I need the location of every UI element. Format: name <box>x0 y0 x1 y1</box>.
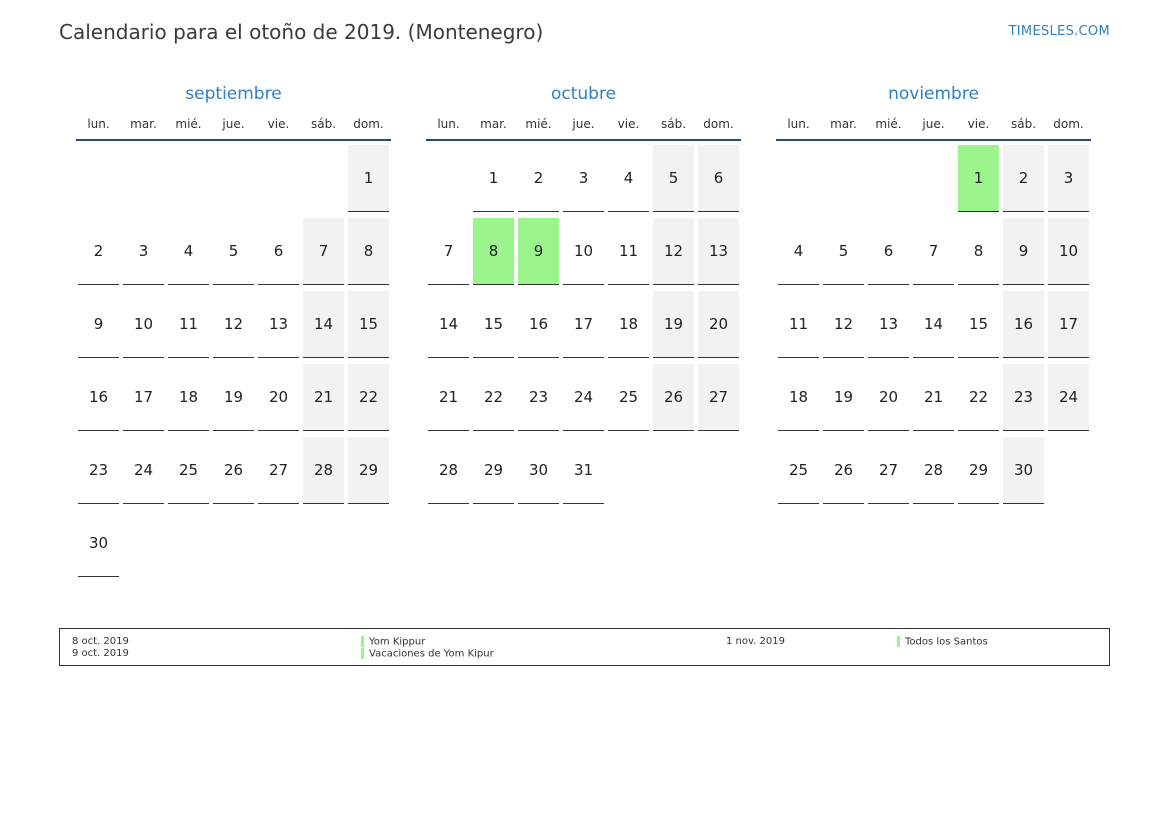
day-cell: 19 <box>823 364 864 431</box>
weekday-label: sáb. <box>660 117 687 131</box>
day-cell: 26 <box>653 364 694 431</box>
day-cell: 27 <box>698 364 739 431</box>
day-cell: 2 <box>78 218 119 285</box>
weekday-label: vie. <box>617 117 640 131</box>
day-cell: 27 <box>868 437 909 504</box>
day-grid <box>76 145 391 583</box>
day-cell: 2 <box>518 145 559 212</box>
weekday-label: mar. <box>830 117 857 131</box>
weekday-label: vie. <box>967 117 990 131</box>
weekday-label: dom. <box>353 117 384 131</box>
day-cell: 26 <box>823 437 864 504</box>
holiday-legend <box>59 628 1110 666</box>
empty-cell <box>778 145 819 212</box>
day-cell: 9 <box>1003 218 1044 285</box>
weekday-label: mié. <box>175 117 202 131</box>
day-cell: 17 <box>123 364 164 431</box>
day-cell: 15 <box>473 291 514 358</box>
day-cell: 30 <box>78 510 119 577</box>
holiday-marker <box>361 648 364 659</box>
weekday-label: sáb. <box>310 117 337 131</box>
day-cell: 1 <box>958 145 999 212</box>
day-cell: 1 <box>348 145 389 212</box>
day-cell: 11 <box>608 218 649 285</box>
empty-cell <box>213 145 254 212</box>
day-cell: 6 <box>698 145 739 212</box>
day-cell: 10 <box>1048 218 1089 285</box>
legend-holiday-name: Todos los Santos <box>905 636 988 648</box>
day-cell: 24 <box>123 437 164 504</box>
empty-cell <box>123 145 164 212</box>
day-cell: 16 <box>518 291 559 358</box>
empty-cell <box>258 145 299 212</box>
empty-cell <box>913 145 954 212</box>
day-cell: 14 <box>303 291 344 358</box>
legend-holiday-name: Yom Kippur <box>369 636 426 648</box>
day-cell: 11 <box>778 291 819 358</box>
day-cell: 18 <box>168 364 209 431</box>
day-cell: 20 <box>698 291 739 358</box>
day-cell: 18 <box>778 364 819 431</box>
day-cell: 12 <box>213 291 254 358</box>
day-grid <box>776 145 1091 510</box>
day-cell: 1 <box>473 145 514 212</box>
day-cell: 20 <box>258 364 299 431</box>
day-cell: 7 <box>428 218 469 285</box>
day-cell: 20 <box>868 364 909 431</box>
legend-date: 9 oct. 2019 <box>72 648 129 659</box>
day-cell: 16 <box>78 364 119 431</box>
day-cell: 31 <box>563 437 604 504</box>
legend-entry <box>361 648 494 661</box>
month-september <box>76 82 391 583</box>
day-cell: 19 <box>653 291 694 358</box>
day-cell: 4 <box>168 218 209 285</box>
day-cell: 2 <box>1003 145 1044 212</box>
day-cell: 25 <box>608 364 649 431</box>
day-cell: 25 <box>168 437 209 504</box>
day-cell: 5 <box>213 218 254 285</box>
weekday-label: jue. <box>222 117 245 131</box>
day-cell: 18 <box>608 291 649 358</box>
day-cell: 21 <box>428 364 469 431</box>
day-cell: 9 <box>78 291 119 358</box>
day-cell: 9 <box>518 218 559 285</box>
holiday-marker <box>897 636 900 647</box>
legend-entry <box>361 636 425 649</box>
weekday-label: vie. <box>267 117 290 131</box>
day-cell: 12 <box>653 218 694 285</box>
day-cell: 14 <box>428 291 469 358</box>
day-cell: 26 <box>213 437 254 504</box>
month-november <box>776 82 1091 510</box>
weekday-label: mié. <box>875 117 902 131</box>
day-cell: 23 <box>78 437 119 504</box>
day-cell: 22 <box>348 364 389 431</box>
day-cell: 29 <box>958 437 999 504</box>
day-cell: 3 <box>563 145 604 212</box>
weekday-header <box>776 109 1091 141</box>
day-cell: 16 <box>1003 291 1044 358</box>
weekday-label: jue. <box>572 117 595 131</box>
day-cell: 15 <box>348 291 389 358</box>
weekday-label: lun. <box>437 117 460 131</box>
day-cell: 29 <box>348 437 389 504</box>
empty-cell <box>303 145 344 212</box>
day-cell: 4 <box>608 145 649 212</box>
day-cell: 6 <box>258 218 299 285</box>
day-cell: 17 <box>1048 291 1089 358</box>
day-cell: 15 <box>958 291 999 358</box>
day-cell: 24 <box>1048 364 1089 431</box>
month-name: octubre <box>550 84 617 104</box>
day-cell: 8 <box>473 218 514 285</box>
day-cell: 14 <box>913 291 954 358</box>
day-cell: 28 <box>913 437 954 504</box>
holiday-marker <box>361 636 364 647</box>
day-cell: 23 <box>518 364 559 431</box>
month-october <box>426 82 741 510</box>
day-cell: 13 <box>258 291 299 358</box>
day-cell: 29 <box>473 437 514 504</box>
day-cell: 8 <box>958 218 999 285</box>
empty-cell <box>823 145 864 212</box>
day-cell: 8 <box>348 218 389 285</box>
weekday-header <box>76 109 391 141</box>
empty-cell <box>428 145 469 212</box>
legend-entry <box>897 636 988 649</box>
day-cell: 30 <box>518 437 559 504</box>
day-cell: 22 <box>473 364 514 431</box>
weekday-label: mar. <box>480 117 507 131</box>
day-cell: 5 <box>823 218 864 285</box>
day-cell: 11 <box>168 291 209 358</box>
month-name: septiembre <box>185 84 282 104</box>
day-cell: 7 <box>303 218 344 285</box>
day-cell: 13 <box>868 291 909 358</box>
weekday-label: mié. <box>525 117 552 131</box>
day-cell: 28 <box>303 437 344 504</box>
day-cell: 13 <box>698 218 739 285</box>
day-cell: 25 <box>778 437 819 504</box>
day-cell: 23 <box>1003 364 1044 431</box>
day-cell: 7 <box>913 218 954 285</box>
day-cell: 30 <box>1003 437 1044 504</box>
day-cell: 10 <box>563 218 604 285</box>
empty-cell <box>868 145 909 212</box>
day-cell: 21 <box>303 364 344 431</box>
legend-holiday-name: Vacaciones de Yom Kipur <box>369 648 494 660</box>
brand-link[interactable]: TIMESLES.COM <box>1008 24 1110 39</box>
day-cell: 6 <box>868 218 909 285</box>
weekday-label: sáb. <box>1010 117 1037 131</box>
empty-cell <box>168 145 209 212</box>
day-cell: 27 <box>258 437 299 504</box>
day-cell: 4 <box>778 218 819 285</box>
day-cell: 21 <box>913 364 954 431</box>
weekday-label: jue. <box>922 117 945 131</box>
day-cell: 5 <box>653 145 694 212</box>
weekday-label: lun. <box>87 117 110 131</box>
day-grid <box>426 145 741 510</box>
day-cell: 17 <box>563 291 604 358</box>
weekday-label: mar. <box>130 117 157 131</box>
weekday-label: dom. <box>1053 117 1084 131</box>
day-cell: 3 <box>123 218 164 285</box>
day-cell: 10 <box>123 291 164 358</box>
day-cell: 12 <box>823 291 864 358</box>
legend-date: 8 oct. 2019 <box>72 636 129 647</box>
day-cell: 24 <box>563 364 604 431</box>
weekday-label: dom. <box>703 117 734 131</box>
weekday-header <box>426 109 741 141</box>
legend-date: 1 nov. 2019 <box>726 636 785 647</box>
page-title: Calendario para el otoño de 2019. (Montenegro) <box>59 20 544 44</box>
day-cell: 3 <box>1048 145 1089 212</box>
empty-cell <box>78 145 119 212</box>
month-name: noviembre <box>888 84 979 104</box>
weekday-label: lun. <box>787 117 810 131</box>
day-cell: 22 <box>958 364 999 431</box>
day-cell: 19 <box>213 364 254 431</box>
day-cell: 28 <box>428 437 469 504</box>
